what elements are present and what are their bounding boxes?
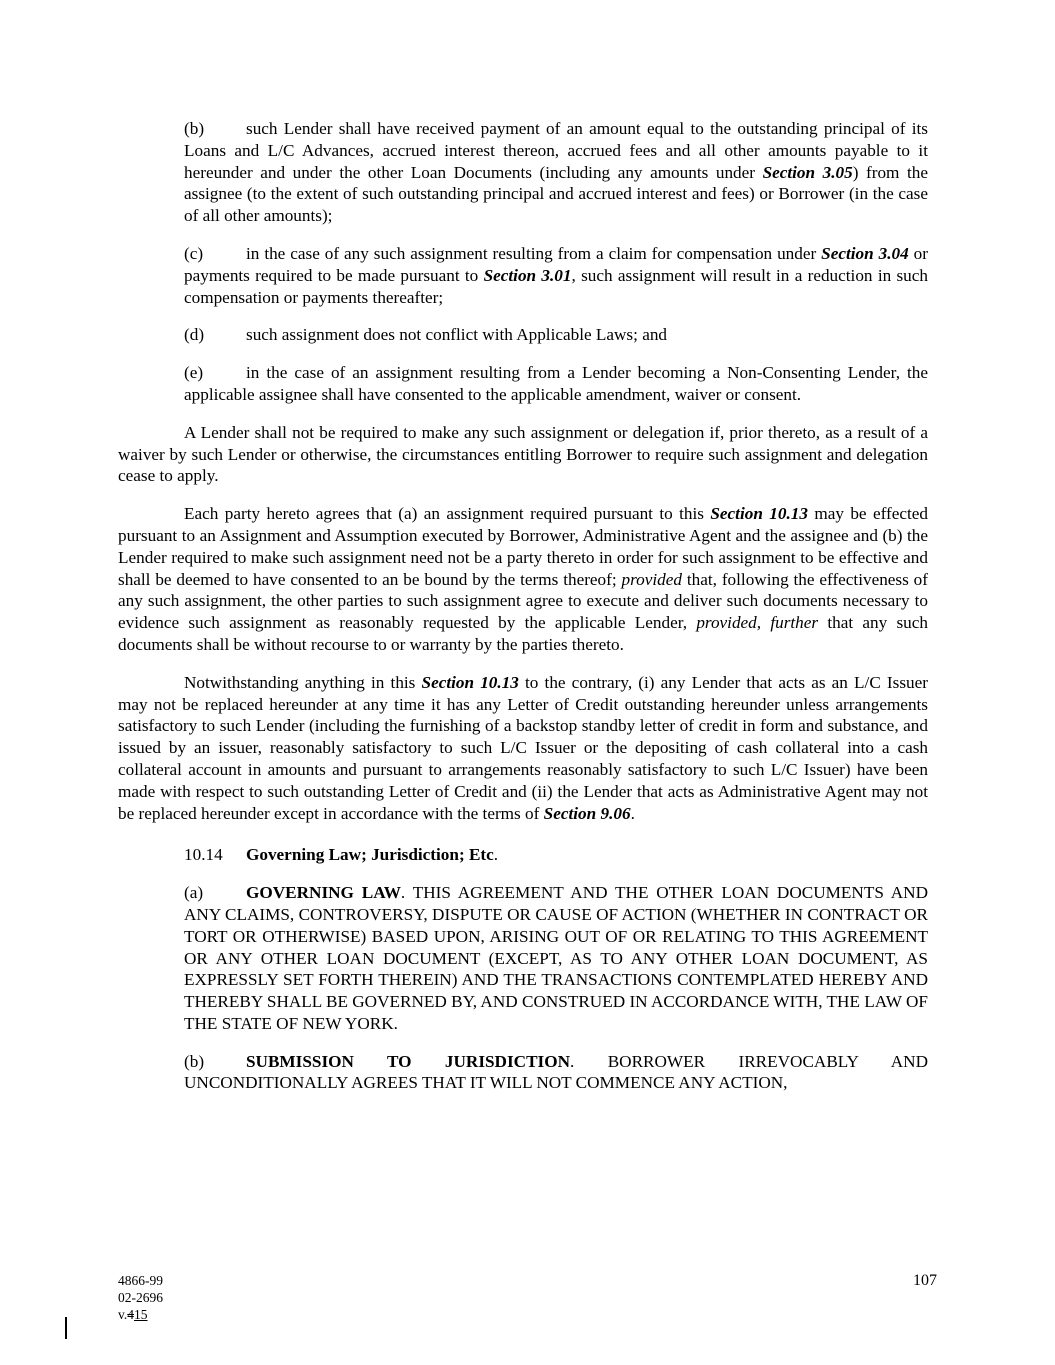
paragraph-lender-not-required xyxy=(118,422,928,487)
paragraph-clause-d xyxy=(118,324,928,346)
section-number: 10.14 xyxy=(184,845,223,865)
clause-text-part: . THIS AGREEMENT AND THE OTHER LOAN DOCUMENTS AND ANY CLAIMS, CONTROVERSY, DISPUTE OR CAUSE OF ACTION (WHETHER IN CONTRACT OR TORT OR OTHERWISE) BASED UPON, ARISING OUT OF OR RELATING TO THIS AGREEMENT OR ANY OTHER LOAN DOCUMENT (EXCEPT, AS TO ANY OTHER LOAN DOCUMENT, AS EXPRESSLY SET FORTH THEREIN) AND THE TRANSACTIONS CONTEMPLATED HEREBY AND THEREBY SHALL BE GOVERNED BY, AND CONSTRUED IN ACCORDANCE WITH, THE LAW OF THE STATE OF NEW YORK. xyxy=(184,883,928,1033)
page-number: 107 xyxy=(913,1272,937,1289)
clause-label: (a) xyxy=(184,883,204,903)
section-reference: Section 10.13 xyxy=(710,504,808,524)
paragraph-text-part: that any such documents shall be without recourse to or warranty by the parties thereto. xyxy=(118,613,928,654)
clause-text-part: , such assignment will result in a reduction in such compensation or payments thereafter; xyxy=(184,265,928,307)
section-title-trailing: . xyxy=(493,845,499,865)
section-reference: Section 3.04 xyxy=(821,243,909,263)
section-reference: Section 10.13 xyxy=(421,672,519,692)
clause-label: (d) xyxy=(184,325,205,345)
version-prefix: v. xyxy=(118,1307,128,1322)
paragraph-submission-to-jurisdiction xyxy=(118,1051,928,1095)
paragraph-text: A Lender shall not be required to make any such assignment or delegation if, prior thereto, as a result of a waiver by such Lender or otherwise, the circumstances entitling Borrower to require such assignment and delegation cease to apply. xyxy=(118,422,928,486)
paragraph-text-part: that, following the effectiveness of any such assignment, the other parties to such assignment agree to execute and deliver such documents necessary to evidence such assignment as reasonably requested by the applicable Lender, xyxy=(118,569,928,633)
paragraph-clause-c xyxy=(118,243,928,308)
footer-document-id xyxy=(118,1272,163,1323)
footer-line-2: 02-2696 xyxy=(118,1290,163,1305)
section-reference: Section 3.01 xyxy=(483,265,572,285)
clause-label: (e) xyxy=(184,363,204,383)
paragraph-notwithstanding xyxy=(118,672,928,825)
paragraph-each-party xyxy=(118,503,928,656)
paragraph-clause-b xyxy=(118,118,928,227)
document-body xyxy=(118,118,928,1094)
clause-label: (c) xyxy=(184,243,204,263)
paragraph-text-part: . xyxy=(630,803,635,823)
clause-label: (b) xyxy=(184,119,205,138)
clause-label: (b) xyxy=(184,1051,205,1071)
emphasis-provided: provided xyxy=(621,569,682,589)
clause-heading: SUBMISSION TO JURISDICTION xyxy=(246,1051,571,1071)
clause-text-part: or payments required to be made pursuant to xyxy=(184,243,928,285)
paragraph-text-part: may be effected pursuant to an Assignment and Assumption executed by Borrower, Administrative Agent and the assignee and (b) the Lender required to make such assignment need not be a party thereto in order for such assignment to be effective and shall be deemed to have consented to an be bound by the terms thereof; xyxy=(118,504,928,589)
clause-text-part: in the case of any such assignment resulting from a claim for compensation under xyxy=(246,243,822,263)
paragraph-text-part: Notwithstanding anything in this xyxy=(184,672,422,692)
paragraph-text-part: Each party hereto agrees that (a) an assignment required pursuant to this xyxy=(184,504,711,524)
version-struck: 4 xyxy=(127,1307,134,1322)
paragraph-clause-e xyxy=(118,362,928,406)
section-heading-10-14 xyxy=(118,844,928,866)
clause-text-part: such assignment does not conflict with Applicable Laws; and xyxy=(246,325,668,345)
clause-text-part: such Lender shall have received payment of an amount equal to the outstanding principal of its Loans and L/C Advances, accrued interest thereon, accrued fees and all other amounts payable to it hereunder and under the other Loan Documents (including any amounts under xyxy=(184,119,928,182)
section-title: Governing Law; Jurisdiction; Etc xyxy=(246,845,494,865)
clause-heading: GOVERNING LAW xyxy=(246,883,401,903)
paragraph-governing-law xyxy=(118,882,928,1035)
clause-text-part: ) from the assignee (to the extent of such outstanding principal and accrued interest and fees) or Borrower (in the case of all other amounts); xyxy=(184,162,928,226)
section-reference: Section 3.05 xyxy=(762,162,853,182)
emphasis-provided-further: provided, further xyxy=(696,613,819,633)
paragraph-text-part: to the contrary, (i) any Lender that acts as an L/C Issuer may not be replaced hereunder at any time it has any Letter of Credit outstanding hereunder unless arrangements satisfactory to such Lender (including the furnishing of a backstop standby letter of credit in form and substance, and issued by an issuer, reasonably satisfactory to such L/C Issuer or the depositing of cash collateral into a cash collateral account in amounts and pursuant to arrangements reasonably satisfactory to such L/C Issuer) have been made with respect to such outstanding Letter of Credit and (ii) the Lender that acts as Administrative Agent may not be replaced hereunder except in accordance with the terms of xyxy=(118,672,928,823)
footer-line-1: 4866-99 xyxy=(118,1273,163,1288)
clause-text-part: in the case of an assignment resulting from a Lender becoming a Non-Consenting Lender, the applicable assignee shall have consented to the applicable amendment, waiver or consent. xyxy=(184,363,928,404)
revision-change-bar xyxy=(65,1317,67,1339)
footer-version xyxy=(118,1306,163,1323)
section-reference: Section 9.06 xyxy=(543,803,631,823)
clause-text-part: . BORROWER IRREVOCABLY AND UNCONDITIONALLY AGREES THAT IT WILL NOT COMMENCE ANY ACTION, xyxy=(184,1051,928,1093)
version-new: 15 xyxy=(134,1307,148,1322)
